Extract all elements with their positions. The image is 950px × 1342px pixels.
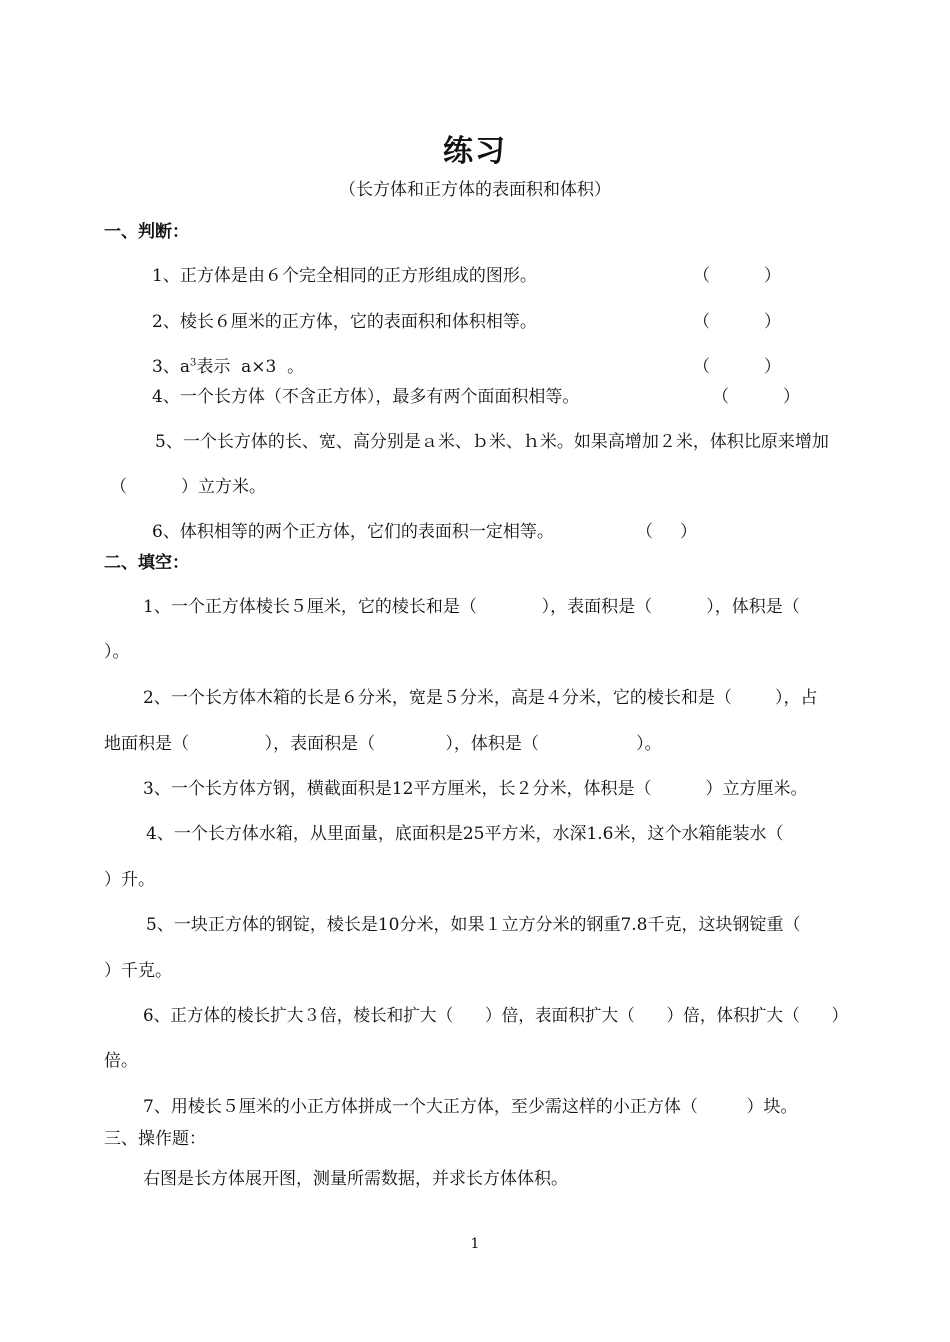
section3-heading: 三、操作题： [104,1129,206,1149]
judge-answer-4[interactable]: （ ） [712,387,801,407]
judge-item-2: 2、棱长６厘米的正方体，它的表面积和体积相等。 [152,312,537,332]
judge-item-3-prefix: 3、a [152,357,190,377]
fill-item-2: 2、一个长方体木箱的长是６分米，宽是５分米，高是４分米，它的棱长和是（ ），占 [143,688,818,708]
page-number: 1 [470,1236,480,1252]
judge-item-5-cont: （ ）立方米。 [110,477,267,497]
judge-item-6: 6、体积相等的两个正方体，它们的表面积一定相等。 [152,522,554,542]
judge-answer-2[interactable]: （ ） [693,312,782,332]
section1-heading: 一、判断： [104,222,189,242]
fill-item-5: 5、一块正方体的钢锭，棱长是10分米，如果１立方分米的钢重7.8千克，这块钢锭重（ [146,915,801,935]
judge-answer-6[interactable]: （ ） [636,522,698,542]
fill-item-5-cont: ）千克。 [104,961,172,981]
judge-item-3 [152,356,304,378]
judge-item-3-suffix: 表示 a×3 。 [196,357,305,377]
page-subtitle: （长方体和正方体的表面积和体积） [339,180,611,200]
fill-item-4: 4、一个长方体水箱，从里面量，底面积是25平方米，水深1.6米，这个水箱能装水（ [146,824,784,844]
fill-item-6: 6、正方体的棱长扩大３倍，棱长和扩大（ ）倍，表面积扩大（ ）倍，体积扩大（ ） [143,1006,849,1026]
judge-item-4: 4、一个长方体（不含正方体），最多有两个面面积相等。 [152,387,580,407]
section2-heading: 二、填空： [104,553,189,573]
fill-item-4-cont: ）升。 [104,870,155,890]
judge-item-1: 1、正方体是由６个完全相同的正方形组成的图形。 [152,266,537,286]
fill-item-6-cont: 倍。 [104,1051,138,1071]
fill-item-7: 7、用棱长５厘米的小正方体拼成一个大正方体，至少需这样的小正方体（ ）块。 [143,1097,798,1117]
judge-answer-1[interactable]: （ ） [693,266,782,286]
page-title: 练习 [443,134,507,169]
fill-item-2-cont: 地面积是（ ），表面积是（ ），体积是（ ）。 [104,734,662,754]
judge-item-5: 5、一个长方体的长、宽、高分别是ａ米、ｂ米、ｈ米。如果高增加２米，体积比原来增加 [155,432,829,452]
fill-item-3: 3、一个长方体方钢，横截面积是12平方厘米，长２分米，体积是（ ）立方厘米。 [143,779,808,799]
judge-answer-3[interactable]: （ ） [693,357,782,377]
fill-item-1-cont: ）。 [104,642,130,662]
fill-item-1: 1、一个正方体棱长５厘米，它的棱长和是（ ），表面积是（ ），体积是（ [143,597,800,617]
exponent: 3 [189,357,197,369]
section3-text: 右图是长方体展开图，测量所需数据，并求长方体体积。 [143,1169,568,1189]
